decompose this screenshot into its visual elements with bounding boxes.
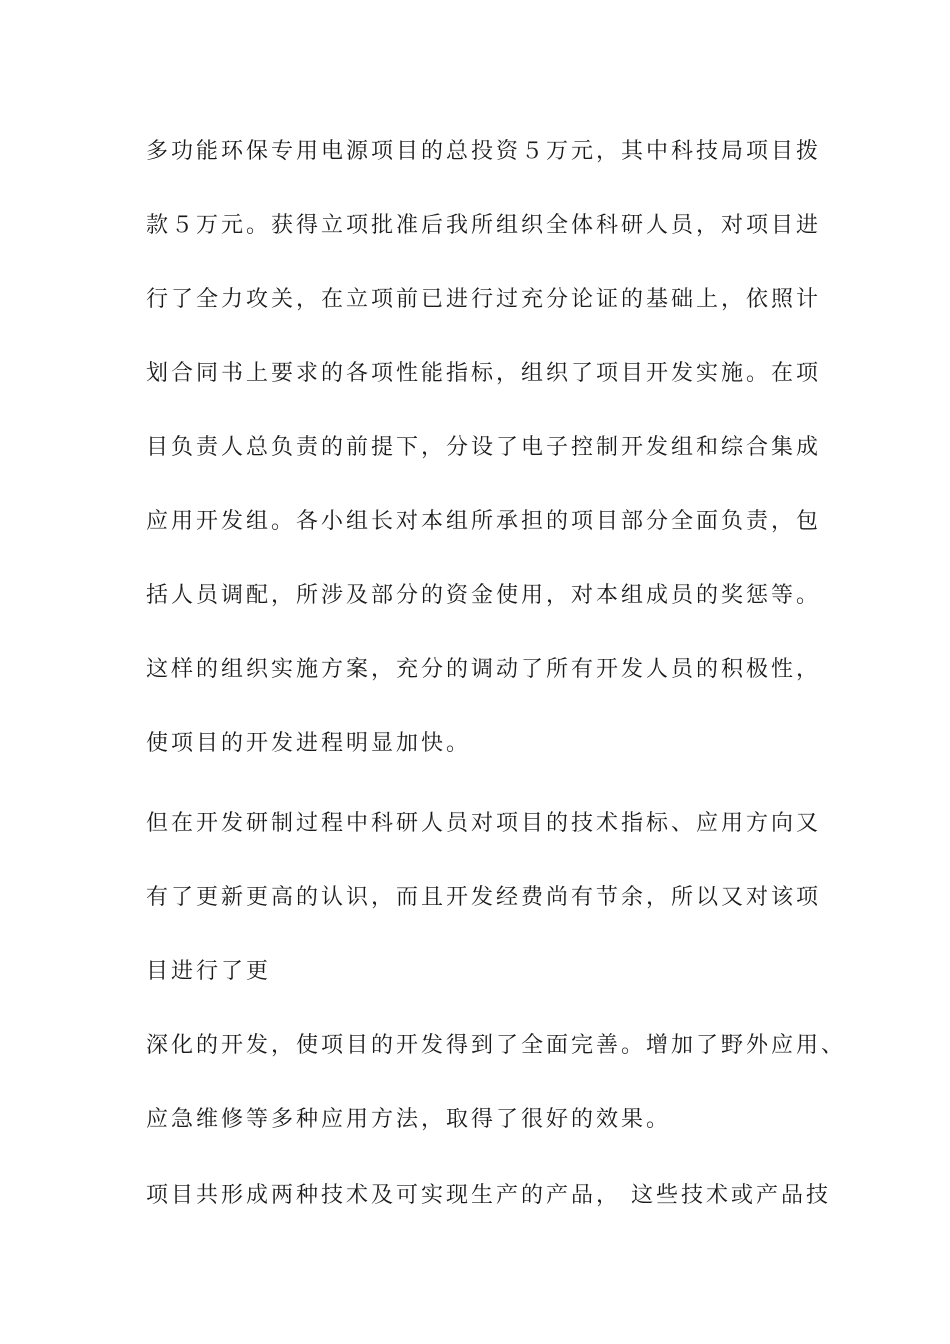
- paragraph-line-7: 括人员调配，所涉及部分的资金使用，对本组成员的奖惩等。: [146, 583, 822, 608]
- paragraph-line-3: 行了全力攻关，在立项前已进行过充分论证的基础上，依照计: [146, 287, 822, 312]
- paragraph-line-1: 多功能环保专用电源项目的总投资５万元，其中科技局项目拨: [146, 139, 822, 164]
- paragraph-line-5: 目负责人总负责的前提下，分设了电子控制开发组和综合集成: [146, 435, 822, 460]
- paragraph-line-4: 划合同书上要求的各项性能指标，组织了项目开发实施。在项: [146, 361, 822, 386]
- paragraph-line-12: 目进行了更: [146, 959, 272, 984]
- paragraph-line-13: 深化的开发，使项目的开发得到了全面完善。增加了野外应用、: [146, 1033, 847, 1058]
- paragraph-line-6: 应用开发组。各小组长对本组所承担的项目部分全面负责，包: [146, 509, 822, 534]
- paragraph-line-15: 项目共形成两种技术及可实现生产的产品， 这些技术或产品技: [146, 1183, 831, 1208]
- paragraph-line-9: 使项目的开发进程明显加快。: [146, 731, 472, 756]
- paragraph-line-8: 这样的组织实施方案，充分的调动了所有开发人员的积极性，: [146, 657, 822, 682]
- paragraph-line-14: 应急维修等多种应用方法，取得了很好的效果。: [146, 1107, 672, 1132]
- paragraph-line-2: 款５万元。获得立项批准后我所组织全体科研人员，对项目进: [146, 213, 822, 238]
- paragraph-line-11: 有了更新更高的认识，而且开发经费尚有节余，所以又对该项: [146, 885, 822, 910]
- paragraph-line-10: 但在开发研制过程中科研人员对项目的技术指标、应用方向又: [146, 811, 822, 836]
